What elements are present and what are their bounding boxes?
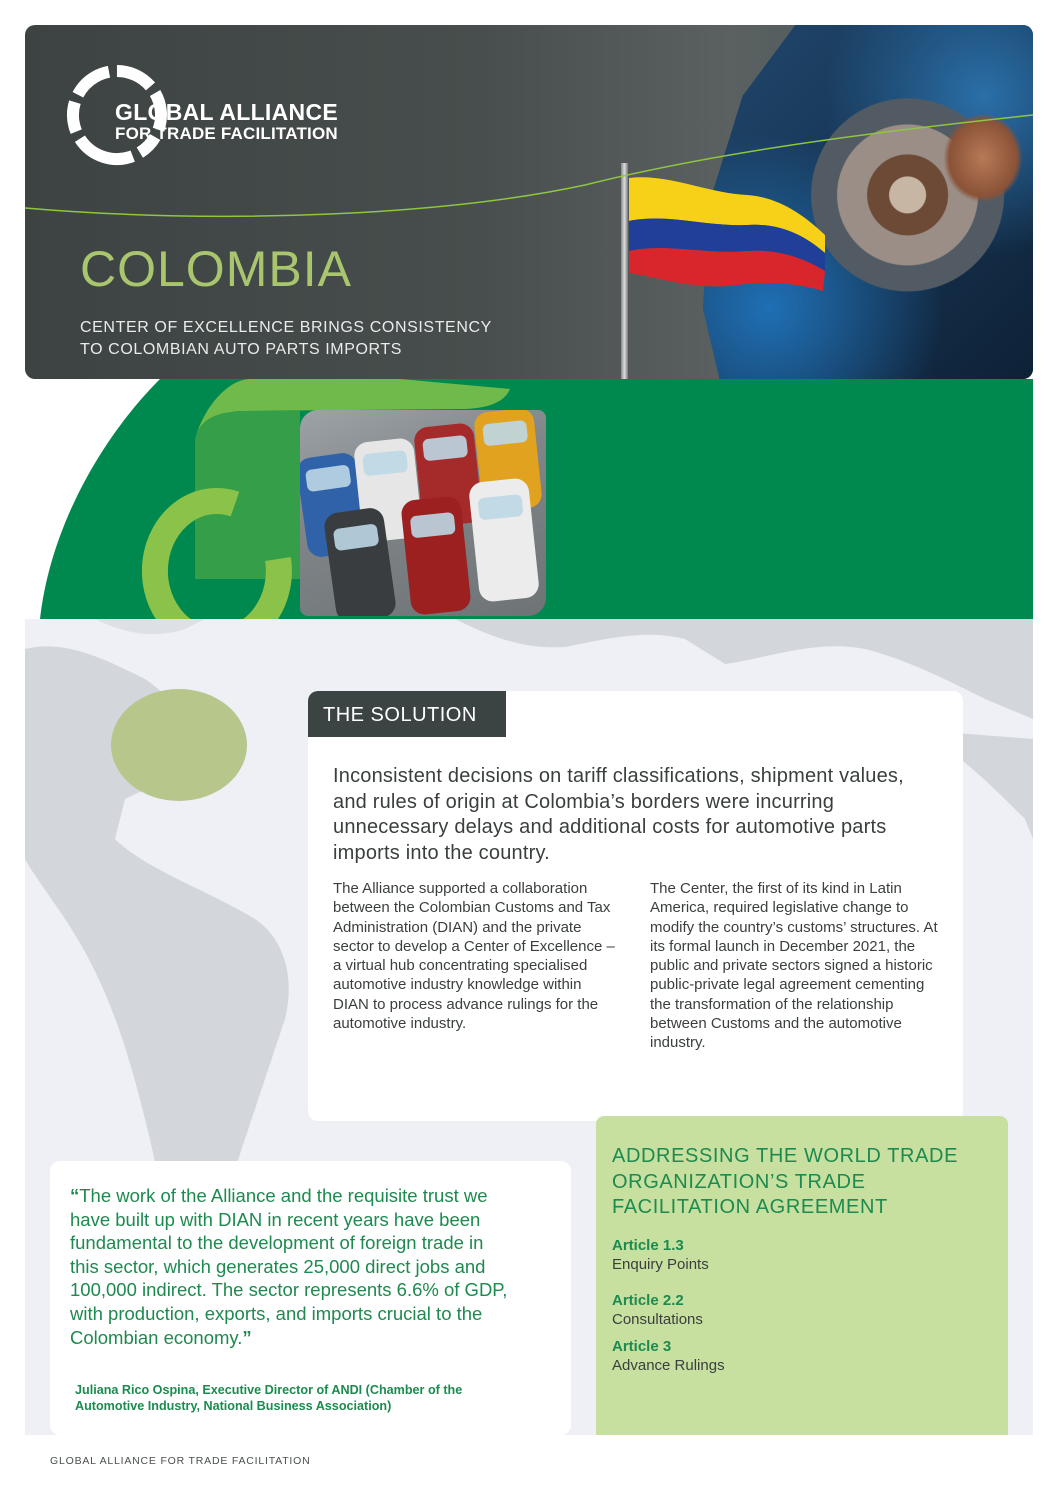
article-description: Advance Rulings	[612, 1357, 725, 1374]
article-item	[612, 1291, 703, 1329]
solution-body-left: The Alliance supported a collaboration between the Colombian Customs and Tax Administration (DIAN) and the private sector to develop a Center of Excellence – a virtual hub concentrating specialised automotive industry knowledge within DIAN to process advance rulings for the automotive industry.	[333, 880, 615, 1033]
article-item	[612, 1337, 725, 1375]
logo-text-line1: GLOBAL ALLIANCE	[115, 99, 338, 125]
logo-text-line2: FOR TRADE FACILITATION	[115, 124, 338, 144]
wto-heading: ADDRESSING THE WORLD TRADE ORGANIZATION’S TRADE FACILITATION AGREEMENT	[612, 1145, 959, 1218]
open-quote-mark: “	[70, 1185, 80, 1206]
subtitle-line2: TO COLOMBIAN AUTO PARTS IMPORTS	[80, 341, 403, 358]
testimonial-quote	[70, 1184, 510, 1349]
alliance-logo	[62, 60, 362, 180]
quote-attribution: Juliana Rico Ospina, Executive Director of ANDI (Chamber of the Automotive Industry, National Business Association)	[75, 1383, 463, 1413]
quote-text: The work of the Alliance and the requisite trust we have built up with DIAN in recent years have been fundamental to the development of foreign trade in this sector, which generates 25,000 direct jobs and 100,000 indirect. The sector represents 6.6% of GDP, with production, exports, and imports crucial to the Colombian economy.	[70, 1185, 508, 1348]
colombia-flag-icon	[627, 173, 827, 303]
subtitle-line1: CENTER OF EXCELLENCE BRINGS CONSISTENCY	[80, 319, 492, 336]
article-description: Enquiry Points	[612, 1256, 709, 1273]
page-footer: GLOBAL ALLIANCE FOR TRADE FACILITATION	[50, 1455, 311, 1467]
article-item	[612, 1236, 709, 1274]
solution-heading: THE SOLUTION	[308, 691, 506, 737]
article-number: Article 1.3	[612, 1237, 684, 1254]
car-parking-photo	[300, 410, 546, 616]
page-subtitle	[80, 317, 492, 361]
mechanic-hand	[943, 113, 1023, 203]
solution-lead-paragraph: Inconsistent decisions on tariff classifications, shipment values, and rules of origin at Colombia’s borders were incurring unnecessary delays and additional costs for automotive parts imports into the country.	[333, 765, 904, 864]
article-number: Article 2.2	[612, 1292, 684, 1309]
close-quote-mark: ”	[242, 1326, 252, 1348]
article-description: Consultations	[612, 1311, 703, 1328]
solution-body-right: The Center, the first of its kind in Latin America, required legislative change to modify the country’s customs’ structures. At its formal launch in December 2021, the public and private sectors signed a historic public-private legal agreement cementing the transformation of the relationship between Customs and the automotive industry.	[650, 880, 938, 1052]
page-title: COLOMBIA	[80, 241, 352, 297]
article-number: Article 3	[612, 1338, 672, 1355]
header-banner	[25, 25, 1033, 379]
